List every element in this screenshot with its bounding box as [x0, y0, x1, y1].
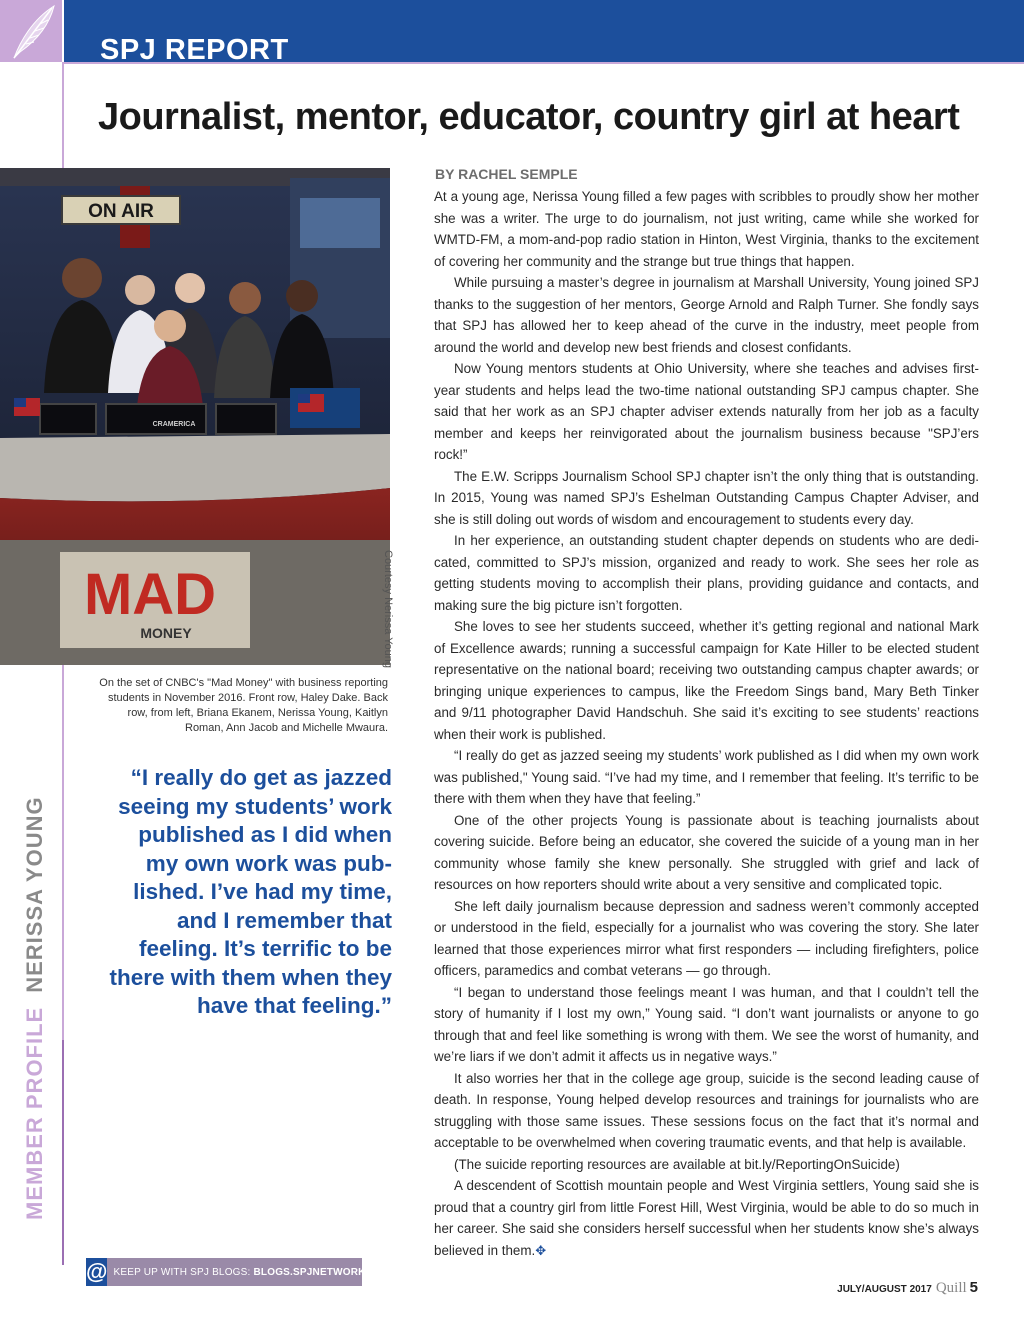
desk-logo-subtext: MONEY [140, 625, 192, 641]
photo-illustration [0, 168, 390, 665]
profile-name-label: NERISSA YOUNG [22, 796, 47, 993]
on-air-sign-text: ON AIR [88, 201, 154, 222]
feature-photo [0, 168, 390, 665]
desk-logo-text: MAD [83, 562, 217, 627]
section-title: SPJ REPORT [100, 34, 289, 66]
spj-blogs-link[interactable] [86, 1258, 392, 1286]
page-folio [837, 1279, 978, 1297]
article-body [434, 186, 979, 1261]
article-paragraph: In her experience, an outstanding student chapter depends on students who are dedi-cated, committed to SPJ’s mission, organized and ready to work. She sees her role as getting students moving to accomplish their plans, providing guidance and contacts, and making sure the big picture isn’t forgotten. [434, 533, 979, 613]
photo-credit: Courtesy Nerissa Young [382, 550, 394, 669]
issue-date: JULY/AUGUST 2017 [837, 1284, 932, 1295]
article-paragraph-text: A descendent of Scottish mountain people and West Virginia settlers, Young said she is proud that a country girl from little Forest Hill, West Virginia, would be able to do so much in her career. She said she considers herself successful when her students know she’s always believed in them. [434, 1178, 979, 1258]
article-paragraph: It also worries her that in the college age group, suicide is the second leading cause of death. In response, Young helped develop resources and trainings for journalists who are struggling with those same issues. These sessions focus on the fact that it’s normal and acceptable to be overwhelmed when covering traumatic events, and that help is available. [434, 1070, 979, 1150]
article-paragraph: Now Young mentors students at Ohio University, where she teaches and advises first-year students and helps lead the two-time national outstanding SPJ campus chapter. She said that her work as an SPJ chapter adviser extends naturally from her job as a faculty member and keeps her reinvigorated about the journalism business because "SPJ’ers rock!” [434, 361, 979, 462]
article-paragraph: At a young age, Nerissa Young filled a few pages with scribbles to proudly show her mother she was a writer. The urge to do journalism, not just writing, came while she worked for WMTD-FM, a mom-and-pop radio station in Hinton, West Virginia, thanks to the excitement of covering her community and the strange but true things that happen. [434, 189, 979, 269]
photo-caption: On the set of CNBC's "Mad Money" with business reporting students in November 2016. Front row, Haley Dake. Back row, from left, Briana Ekanem, Nerissa Young, Kaitlyn Roman, Ann Jacob and Michelle Mwaura. [99, 677, 388, 734]
article-last-paragraph [434, 1175, 979, 1261]
article-paragraph: “I began to understand those feelings meant I was human, and that I couldn’t tell the story of humanity if I lost my own,” Young said. “I don’t want journalists or anyone to go through that and feel like something is wrong with them. We see the worst of humanity, and we’re liars if we don’t admit it affects us in negative ways.” [434, 984, 979, 1064]
magazine-name: Quill [935, 1280, 967, 1296]
feather-logo-block [0, 0, 62, 62]
page-number: 5 [969, 1279, 978, 1296]
byline: BY RACHEL SEMPLE [435, 166, 578, 182]
article-paragraph: While pursuing a master’s degree in journalism at Marshall University, Young joined SPJ thanks to the suggestion of her mentors, George Arnold and Ralph Turner. She fondly says that SPJ has allowed her to keep ahead of the curve in the industry, meet people from around the world and develop new best friends and closest confidants. [434, 275, 979, 355]
article-paragraph: She left daily journalism because depression and sadness weren’t commonly accepted or understood in the field, especially for a journalist who was covering the story. She later learned that those experiences mirror what first responders — including firefighters, police officers, paramedics and combat veterans — go through. [434, 898, 979, 978]
left-rule-accent [62, 1040, 64, 1265]
blogs-url: BLOGS.SPJNETWORK.ORG [253, 1266, 392, 1278]
sidebar-vertical-label [22, 796, 48, 1220]
at-icon: @ [86, 1259, 108, 1284]
feather-icon [6, 2, 58, 60]
member-profile-label: MEMBER PROFILE [22, 1006, 47, 1220]
pull-quote: “I really do get as jazzed seeing my students’ work published as I did when my own work was pub-lished. I’ve had my time, and I remember that feeling. It’s terrific to be there with them when they have that feeling.” [109, 765, 392, 1018]
article-paragraph: She loves to see her students succeed, whether it’s getting regional and national Mark of Excellence awards; running a successful campaign for Kate Hiller to be elected student representative on the national board; receiving two outstanding campus chapter awards; or bringing unique experiences to campus, like the Freedom Sings band, Mary Beth Tinker and 9/11 photographer David Handschuh. She said it’s exciting to see students’ reactions when their work is published. [434, 619, 979, 742]
end-mark-icon: ✥ [535, 1242, 547, 1258]
article-paragraph: (The suicide reporting resources are available at bit.ly/ReportingOnSuicide) [454, 1156, 900, 1172]
headline: Journalist, mentor, educator, country girl at heart [98, 96, 960, 138]
article-paragraph: The E.W. Scripps Journalism School SPJ chapter isn’t the only thing that is outstanding. In 2015, Young was named SPJ’s Eshelman Outstanding Campus Chapter Adviser, and she is still doling out words of wisdom and encouragement to students every day. [434, 468, 979, 527]
article-paragraph: “I really do get as jazzed seeing my students’ work published as I did when my own work was published," Young said. “I’ve had my time, and I remember that feeling. It’s terrific to be there with them when they have that feeling.” [434, 748, 979, 806]
blogs-label [113, 1267, 391, 1278]
article-paragraph: One of the other projects Young is passionate about is teaching journalists about covering suicide. Before being an educator, she covered the suicide of a young man in her community whose family she knew personally. She struggled with grief and lack of resources on how reporters should write about a very sensitive and complicated topic. [434, 812, 979, 892]
desk-plaque-text: CRAMERICA [152, 421, 196, 428]
blogs-prefix: KEEP UP WITH SPJ BLOGS: [113, 1266, 254, 1278]
